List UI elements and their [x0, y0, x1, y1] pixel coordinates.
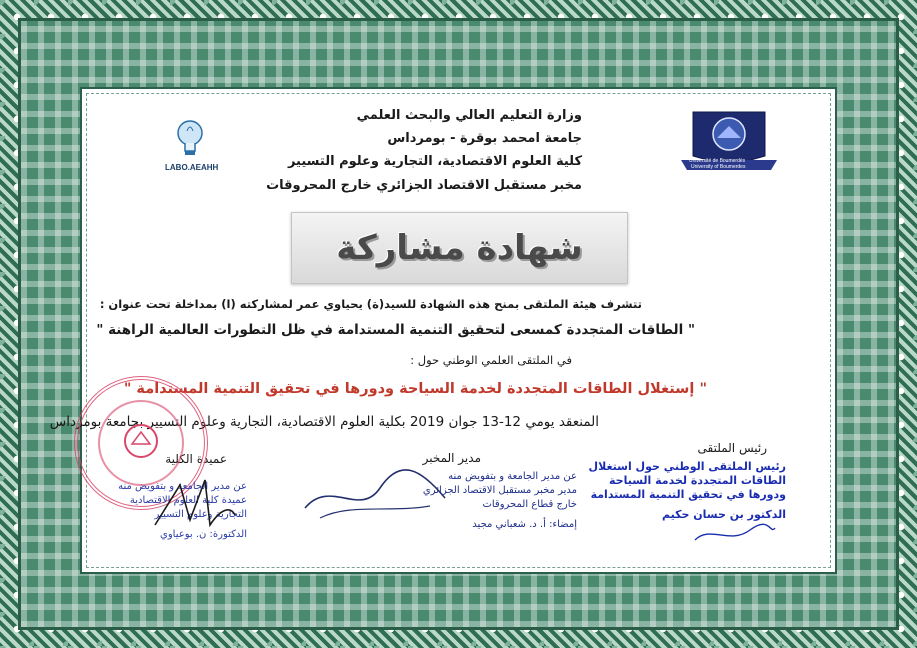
lab-name: مخبر مستقبل الاقتصاد الجزائري خارج المحروقات — [266, 178, 582, 193]
lab-stamp-line: مدير مخبر مستقبل الاقتصاد الجزائري — [422, 485, 577, 496]
dean-signature — [150, 470, 240, 540]
award-statement: تتشرف هيئة الملتقى بمنح هذه الشهادة للسيد(ة) يحياوي عمر لمشاركته (ا) بمداخلة تحت عنوان : — [99, 297, 642, 311]
faculty-name: كلية العلوم الاقتصادية، التجارية وعلوم التسيير — [287, 154, 582, 169]
chair-stamp-name: الدكتور بن حسان حكيم — [662, 508, 786, 521]
lab-director-signature — [300, 458, 450, 528]
dean-title: عميدة الكلية — [165, 452, 227, 466]
lightbulb-icon — [163, 113, 217, 183]
university-logo — [681, 108, 777, 178]
dean-stamp-line: عن مدير الجامعة و بتفويض منه — [118, 481, 247, 492]
dean-stamp-line: التجارية وعلوم التسيير — [154, 509, 247, 520]
dean-stamp-name: الدكتورة: ن. بوعياوي — [160, 529, 247, 540]
conference-date-venue: المنعقد يومي 12-13 جوان 2019 بكلية العلوم الاقتصادية، التجارية وعلوم التسيير بجامعة بومرداس — [49, 414, 599, 430]
university-name: جامعة امحمد بوقرة - بومرداس — [387, 131, 582, 146]
dean-stamp-line: عميدة كلية العلوم الاقتصادية — [129, 495, 247, 506]
chair-stamp — [589, 460, 786, 522]
conference-title: " إستغلال الطاقات المتجددة لخدمة السياحة ودورها في تحقيق التنمية المستدامة " — [123, 381, 707, 397]
lab-director-title: مدير المخبر — [422, 451, 481, 465]
chair-stamp-line: رئيس الملتقى الوطني حول استغلال — [588, 460, 786, 473]
university-logo-label-2: University of Boumerdes — [691, 164, 746, 170]
ministry-name: وزارة التعليم العالي والبحث العلمي — [356, 108, 582, 123]
title-banner — [291, 212, 628, 284]
lab-logo — [163, 113, 217, 183]
lab-stamp-name: إمضاء: أ. د. شعباني مجيد — [472, 519, 577, 530]
paper-title: " الطاقات المتجددة كمسعى لتحقيق التنمية المستدامة في ظل التطورات العالمية الراهنة " — [96, 322, 695, 338]
chair-signature — [690, 520, 780, 550]
university-logo-label-1: Université de Boumerdès — [689, 158, 746, 164]
chair-stamp-line: الطاقات المتجددة لخدمة السياحة — [608, 474, 786, 487]
lab-stamp-line: عن مدير الجامعة و بتفويض منه — [448, 471, 577, 482]
conference-intro: في الملتقى العلمي الوطني حول : — [410, 353, 572, 367]
chair-title: رئيس الملتقى — [697, 441, 767, 455]
chair-stamp-line: ودورها في تحقيق التنمية المستدامة — [590, 488, 786, 501]
seal-emblem-icon — [120, 420, 162, 462]
lab-logo-label: LABO.AEAHH — [165, 163, 219, 172]
lab-stamp-line: خارج قطاع المحروقات — [482, 499, 577, 510]
certificate-title: شهادة مشاركة — [336, 228, 583, 268]
